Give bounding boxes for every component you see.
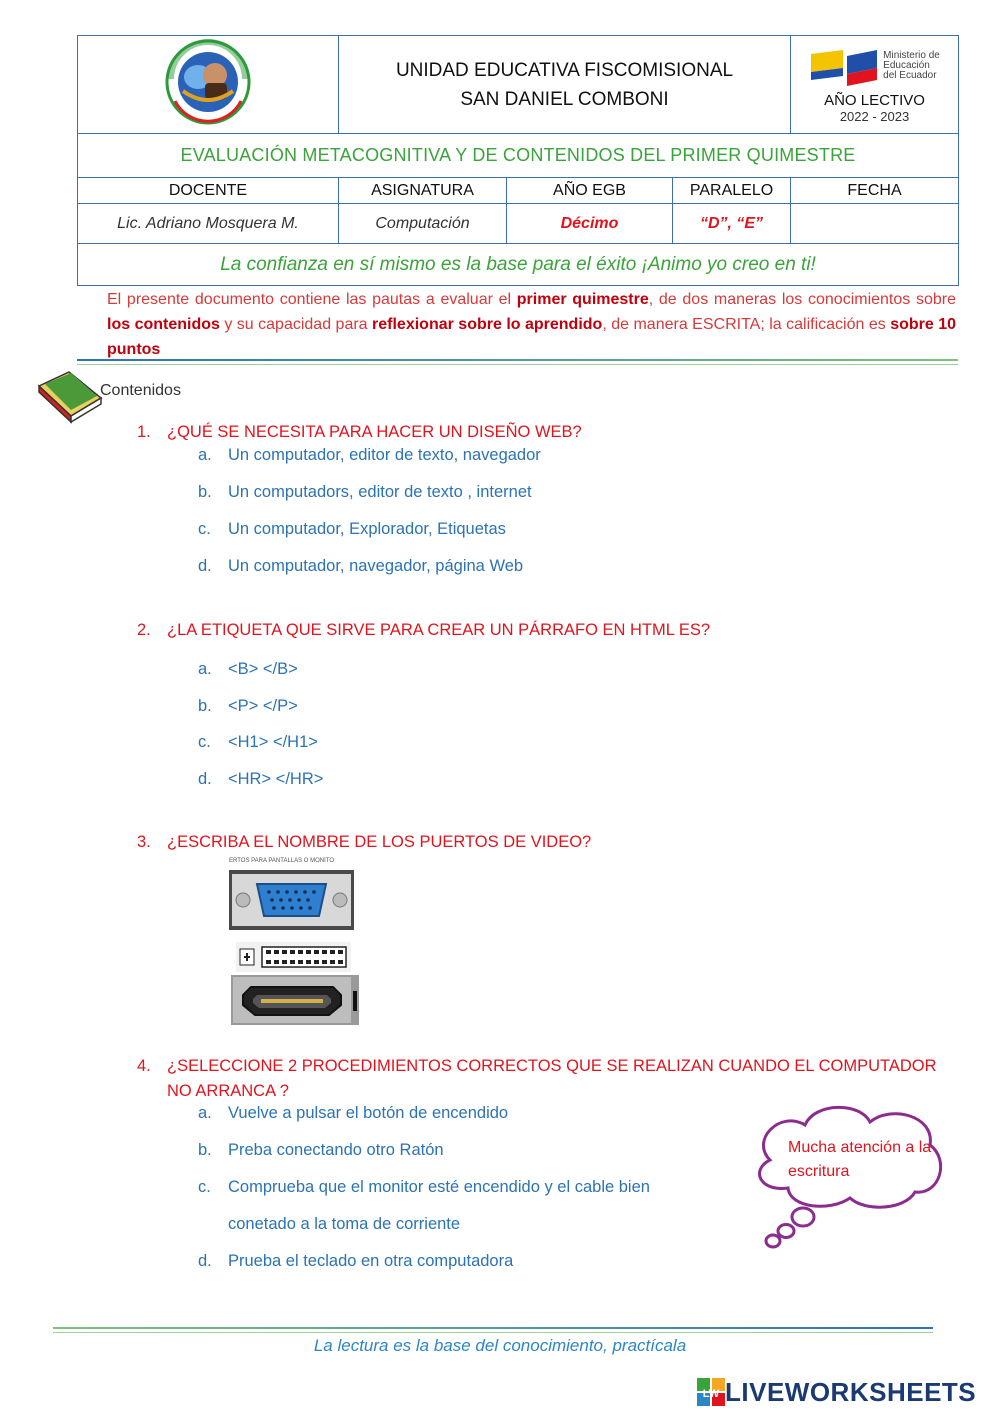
school-seal-cell [78, 36, 339, 134]
section-title: Contenidos [100, 382, 181, 399]
intro-paragraph [107, 287, 956, 362]
option-text: <H1> </H1> [228, 733, 318, 751]
question-number: 4. [137, 1057, 151, 1075]
option-letter: a. [198, 446, 212, 464]
question-number: 1. [137, 423, 151, 441]
option-letter: b. [198, 697, 212, 715]
option-text: <HR> </HR> [228, 770, 324, 788]
val-asignatura: Computación [339, 204, 507, 244]
question-number: 3. [137, 833, 151, 851]
intro-text-3: y su capacidad para [219, 316, 373, 333]
intro-text-1: El presente documento contiene las pautas a evaluar el [107, 291, 517, 308]
option-2b[interactable] [198, 697, 298, 716]
col-anio-egb: AÑO EGB [507, 178, 673, 204]
school-name-line1: UNIDAD EDUCATIVA FISCOMISIONAL [395, 59, 734, 81]
option-text: Un computador, navegador, página Web [228, 557, 524, 575]
option-1a[interactable] [198, 446, 541, 465]
separator-top-2 [77, 364, 958, 365]
option-letter: c. [198, 1178, 211, 1196]
intro-bold-3: reflexionar sobre lo aprendido [372, 316, 603, 333]
intro-bold-1: primer quimestre [516, 291, 649, 308]
col-asignatura: ASIGNATURA [339, 178, 507, 204]
val-fecha[interactable] [791, 204, 959, 244]
option-text: Un computador, Explorador, Etiquetas [228, 520, 506, 538]
question-text: ¿SELECCIONE 2 PROCEDIMIENTOS CORRECTOS QUE SE REALIZAN CUANDO EL COMPUTADOR NO ARRANCA ? [167, 1057, 937, 1100]
option-text: Un computadors, editor de texto , internet [228, 483, 532, 501]
val-anio-egb: Décimo [507, 204, 673, 244]
ministry-logo [791, 46, 958, 86]
option-letter: b. [198, 483, 212, 501]
ministry-line3: del Ecuador [883, 69, 937, 81]
val-paralelo: “D”, “E” [673, 204, 791, 244]
col-fecha: FECHA [791, 178, 959, 204]
option-text: Vuelve a pulsar el botón de encendido [228, 1104, 509, 1122]
vga-port-image[interactable] [229, 870, 354, 930]
option-letter: c. [198, 520, 211, 538]
header-table [77, 35, 959, 286]
intro-bold-4: sobre 10 puntos [107, 316, 957, 358]
option-4c-cont [198, 1215, 460, 1234]
liveworksheets-icon [697, 1378, 725, 1406]
book-icon [35, 364, 105, 424]
option-letter: a. [198, 660, 212, 678]
school-name-line2: SAN DANIEL COMBONI [460, 88, 669, 110]
option-1d[interactable] [198, 557, 523, 576]
intro-bold-2: los contenidos [107, 316, 220, 333]
option-letter: b. [198, 1141, 212, 1159]
intro-text-4: , de manera ESCRITA; la calificación es [602, 316, 891, 333]
col-paralelo: PARALELO [673, 178, 791, 204]
intro-text-2: , de dos maneras los conocimientos sobre [648, 291, 956, 308]
option-1c[interactable] [198, 520, 506, 539]
option-2d[interactable] [198, 770, 323, 789]
school-name-cell [339, 36, 791, 134]
col-docente: DOCENTE [78, 178, 339, 204]
cloud-note: Mucha atención a la escritura [788, 1139, 932, 1180]
question-1 [137, 420, 937, 445]
hdmi-port-image[interactable] [231, 975, 359, 1025]
question-text: ¿ESCRIBA EL NOMBRE DE LOS PUERTOS DE VIDEO? [167, 833, 592, 851]
footer-quote: La lectura es la base del conocimiento, practícala [313, 1336, 687, 1355]
anio-lectivo-label: AÑO LECTIVO [824, 91, 925, 109]
eval-title: EVALUACIÓN METACOGNITIVA Y DE CONTENIDOS DEL PRIMER QUIMESTRE [78, 134, 959, 178]
option-text: Comprueba que el monitor esté encendido y el cable bien [228, 1178, 650, 1196]
liveworksheets-logo[interactable] [697, 1377, 976, 1407]
option-4d[interactable] [198, 1252, 513, 1271]
liveworksheets-icon-letters: LW [702, 1388, 720, 1400]
option-2a[interactable] [198, 660, 298, 679]
option-text: conetado a la toma de corriente [228, 1215, 461, 1233]
option-text: Prueba el teclado en otra computadora [228, 1252, 514, 1270]
ministry-cell [791, 36, 959, 134]
ports-caption: ERTOS PARA PANTALLAS O MONITO [229, 858, 335, 864]
question-text: ¿QUÉ SE NECESITA PARA HACER UN DISEÑO WEB? [167, 423, 582, 441]
option-text: <B> </B> [228, 660, 298, 678]
question-text: ¿LA ETIQUETA QUE SIRVE PARA CREAR UN PÁRRAFO EN HTML ES? [167, 621, 711, 639]
val-docente: Lic. Adriano Mosquera M. [78, 204, 339, 244]
option-4a[interactable] [198, 1104, 508, 1123]
ministry-line2: Educación [883, 59, 930, 71]
option-text: <P> </P> [228, 697, 298, 715]
school-seal-logo [153, 39, 263, 125]
question-2 [137, 618, 937, 643]
option-letter: d. [198, 1252, 212, 1270]
separator-bottom-2 [53, 1332, 933, 1333]
ecuador-flag-icon [809, 46, 879, 86]
motto: La confianza en sí mismo es la base para el éxito ¡Animo yo creo en ti! [78, 244, 959, 286]
liveworksheets-text: LIVEWORKSHEETS [725, 1376, 977, 1407]
option-1b[interactable] [198, 483, 532, 502]
separator-top [77, 359, 958, 361]
option-letter: d. [198, 557, 212, 575]
dvi-port-image[interactable] [236, 942, 351, 972]
option-letter: c. [198, 733, 211, 751]
option-letter: a. [198, 1104, 212, 1122]
question-4 [137, 1054, 937, 1104]
option-letter: d. [198, 770, 212, 788]
option-4b[interactable] [198, 1141, 444, 1160]
ministry-line1: Ministerio de [883, 49, 940, 61]
question-3 [137, 830, 937, 855]
option-text: Preba conectando otro Ratón [228, 1141, 444, 1159]
option-4c[interactable] [198, 1178, 650, 1197]
option-text: Un computador, editor de texto, navegador [228, 446, 541, 464]
question-number: 2. [137, 621, 151, 639]
separator-bottom [53, 1327, 933, 1329]
option-2c[interactable] [198, 733, 318, 752]
anio-lectivo-value: 2022 - 2023 [839, 108, 910, 124]
